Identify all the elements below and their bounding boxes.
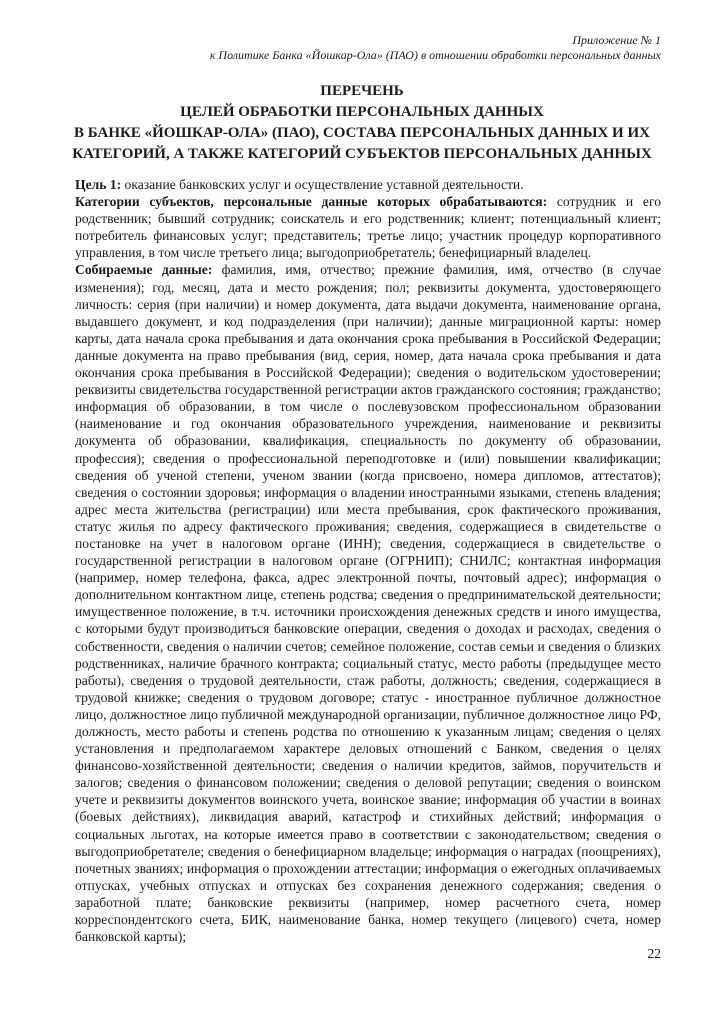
paragraph-subject-categories-text: сотрудник и его родственник; бывший сотрудник; соискатель и его родственник; клиент; потенциальный клиент; потребитель финансовых услуг; представитель; третье лицо; участник процедур корпоративного управления, в том числе третьего лица; выгодоприобретатель; бенефициарный владелец. <box>75 194 661 261</box>
paragraph-collected-data <box>75 261 661 945</box>
paragraph-subject-categories <box>75 193 661 261</box>
title-line-3: В БАНКЕ «ЙОШКАР-ОЛА» (ПАО), СОСТАВА ПЕРСОНАЛЬНЫХ ДАННЫХ И ИХ <box>74 125 650 141</box>
title-line-4: КАТЕГОРИЙ, А ТАКЖЕ КАТЕГОРИЙ СУБЪЕКТОВ ПЕРСОНАЛЬНЫХ ДАННЫХ <box>72 146 652 162</box>
page-number: 22 <box>647 946 661 962</box>
document-title <box>0 81 724 165</box>
paragraph-goal-1-text: оказание банковских услуг и осуществление уставной деятельности. <box>121 177 524 192</box>
title-line-2: ЦЕЛЕЙ ОБРАБОТКИ ПЕРСОНАЛЬНЫХ ДАННЫХ <box>180 104 544 120</box>
paragraph-goal-1-label: Цель 1: <box>75 177 122 192</box>
paragraph-subject-categories-label: Категории субъектов, персональные данные которых обрабатываются: <box>75 194 548 210</box>
title-line-1: ПЕРЕЧЕНЬ <box>320 83 404 99</box>
paragraph-goal-1 <box>75 176 661 193</box>
appendix-line-1: Приложение № 1 <box>572 33 661 47</box>
appendix-line-2: к Политике Банка «Йошкар-Ола» (ПАО) в отношении обработки персональных данных <box>209 48 661 62</box>
paragraph-collected-data-text: фамилия, имя, отчество; прежние фамилия, имя, отчество (в случае изменения); год, месяц, дата и место рождения; пол; реквизиты документа, удостоверяющего личность: серия (при наличии) и номер документа, дата выдачи документа, наименование органа, выдавшего документ, и код подразделения (при наличии); данные миграционной карты: номер карты, дата начала срока пребывания и дата окончания срока пребывания в Российской Федерации; данные документа на право пребывания (вид, серия, номер, дата начала срока пребывания и дата окончания срока пребывания в Российской Федерации); сведения о водительском удостоверении; реквизиты свидетельства государственной регистрации актов гражданского состояния; гражданство; информация об образовании, в том числе о послевузовском профессиональном образовании (наименование и год окончания образовательного учреждения, наименование и реквизиты документа об образовании, квалификация, специальность по документу об образовании, профессия); сведения о профессиональной переподготовке и (или) повышении квалификации; сведения об ученой степени, ученом звании (когда присвоено, номера дипломов, аттестатов); сведения о состоянии здоровья; информация о владении иностранными языками, степень владения; адрес места жительства (регистрации) или места пребывания, срок фактического проживания, статус жилья по адресу фактического проживания; сведения, содержащиеся в свидетельстве о постановке на учет в налоговом органе (ИНН); сведения, содержащиеся в свидетельстве о государственной регистрации в налоговом органе (ОГРНИП); СНИЛС; контактная информация (например, номер телефона, факса, адрес электронной почты, почтовый адрес); информация о дополнительном контактном лице, степень родства; сведения о предпринимательской деятельности; имущественное положение, в т.ч. источники происхождения денежных средств и иного имущества, с которыми будут производиться банковские операции, сведения о доходах и расходах, сведения о собственности, сведения о наличии счетов; семейное положение, состав семьи и сведения о близких родственниках, наличие брачного контракта; социальный статус, место работы (предыдущее место работы), сведения о трудовой деятельности, стаж работы, должность; сведения, содержащиеся в трудовой книжке; сведения о трудовом договоре; статус - иностранное публичное должностное лицо, должностное лицо публичной международной организации, публичное должностное лицо РФ, должность, место работы и степень родства по отношению к указанным лицам; сведения о целях установления и предполагаемом характере деловых отношений с Банком, сведения о целях финансово-хозяйственной деятельности; сведения о наличии кредитов, займов, поручительств и залогов; сведения о финансовом положении; сведения о деловой репутации; сведения о воинском учете и реквизиты документов воинского учета, воинское звание; информация об участии в воинах (боевых действиях), ликвидация аварий, катастроф и стихийных действий; информация о социальных льготах, на которые имеется право в соответствии с законодательством; сведения о выгодоприобретателе; сведения о бенефициарном владельце; информация о наградах (поощрениях), почетных званиях; информация о прохождении аттестации; информация о ежегодных оплачиваемых отпусках, учебных отпусках и отпусках без сохранения денежного содержания; сведения о заработной плате; банковские реквизиты (например, номер расчетного счета, номер корреспондентского счета, БИК, наименование банка, номер текущего (лицевого) счета, номер банковской карты); <box>75 262 662 945</box>
appendix-header <box>0 0 724 63</box>
document-body <box>75 176 661 945</box>
paragraph-collected-data-label: Собираемые данные: <box>75 262 213 278</box>
